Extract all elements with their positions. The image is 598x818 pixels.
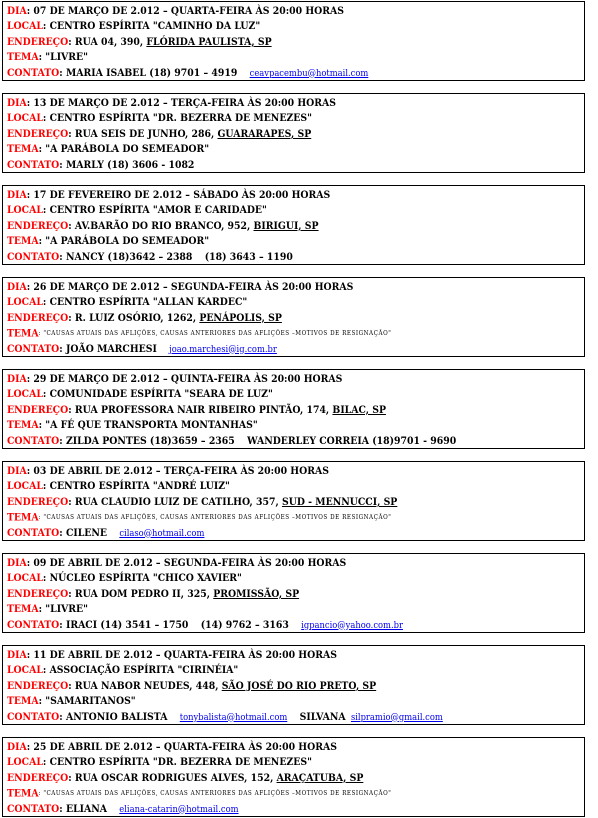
- event-theme-row: [7, 418, 577, 433]
- event-address-row: [7, 771, 577, 786]
- contact-value: : IRACI (14) 3541 – 1750: [59, 618, 189, 631]
- event-contact-row: [7, 250, 577, 265]
- event-card: [2, 1, 585, 81]
- event-location-row: [7, 111, 577, 126]
- event-theme-row: [7, 50, 577, 65]
- theme-label: TEMA: [7, 143, 39, 156]
- location-label: LOCAL: [7, 204, 43, 217]
- date-label: DIA: [7, 557, 27, 569]
- event-contact-row: [7, 434, 577, 449]
- date-value: : 17 DE FEVEREIRO DE 2.012 – SÁBADO ÀS 20:00 HORAS: [26, 189, 331, 201]
- event-theme-row: [7, 510, 577, 525]
- address-city: BIRIGUI, SP: [253, 219, 319, 232]
- location-label: LOCAL: [7, 112, 43, 125]
- date-label: DIA: [7, 97, 27, 109]
- address-city: FLÓRIDA PAULISTA, SP: [146, 35, 272, 48]
- address-value: : AV.BARÃO DO RIO BRANCO, 952,: [68, 219, 254, 232]
- date-value: : 07 DE MARÇO DE 2.012 – QUARTA-FEIRA ÀS 20:00 HORAS: [26, 5, 345, 17]
- contact-value: : ANTONIO BALISTA: [59, 710, 168, 723]
- event-contact-row: [7, 802, 577, 817]
- event-theme-row: [7, 694, 577, 709]
- address-city: SUD - MENNUCCI, SP: [281, 495, 398, 508]
- address-value: : RUA 04, 390,: [68, 35, 147, 48]
- contact-label: CONTATO: [7, 250, 60, 263]
- address-label: ENDEREÇO: [7, 587, 69, 600]
- event-location-row: [7, 755, 577, 770]
- event-address-row: [7, 35, 577, 50]
- event-location-row: [7, 19, 577, 34]
- location-label: LOCAL: [7, 388, 43, 401]
- event-address-row: [7, 127, 577, 142]
- event-date-row: [7, 740, 577, 755]
- event-card: [2, 645, 585, 725]
- event-card: [2, 553, 585, 633]
- location-value: : CENTRO ESPÍRITA "DR. BEZERRA DE MENEZES": [42, 756, 312, 769]
- date-label: DIA: [7, 465, 27, 477]
- event-contact-row: [7, 526, 577, 541]
- location-value: : CENTRO ESPÍRITA "CAMINHO DA LUZ": [42, 20, 261, 33]
- contact-label: CONTATO: [7, 618, 60, 631]
- date-label: DIA: [7, 649, 27, 661]
- event-address-row: [7, 587, 577, 602]
- date-label: DIA: [7, 373, 27, 385]
- theme-label: TEMA: [7, 695, 39, 708]
- contact-label: CONTATO: [7, 526, 60, 539]
- location-value: : ASSOCIAÇÃO ESPÍRITA "CIRINÉIA": [42, 664, 239, 677]
- event-address-row: [7, 219, 577, 234]
- address-city: ARAÇATUBA, SP: [276, 771, 364, 784]
- event-date-row: [7, 464, 577, 479]
- event-location-row: [7, 571, 577, 586]
- event-card: [2, 737, 585, 817]
- address-label: ENDEREÇO: [7, 771, 69, 784]
- theme-label: TEMA: [7, 511, 39, 524]
- event-theme-row: [7, 602, 577, 617]
- contact-value-secondary: (14) 9762 – 3163: [200, 618, 289, 631]
- event-location-row: [7, 479, 577, 494]
- address-label: ENDEREÇO: [7, 403, 69, 416]
- theme-value: : "A PARÁBOLA DO SEMEADOR": [38, 235, 210, 248]
- contact-label: CONTATO: [7, 342, 60, 355]
- location-label: LOCAL: [7, 296, 43, 309]
- address-value: : RUA OSCAR RODRIGUES ALVES, 152,: [68, 771, 277, 784]
- address-label: ENDEREÇO: [7, 127, 69, 140]
- event-contact-row: [7, 710, 577, 725]
- date-label: DIA: [7, 741, 27, 753]
- date-value: : 13 DE MARÇO DE 2.012 – TERÇA-FEIRA ÀS 20:00 HORAS: [26, 97, 337, 109]
- event-location-row: [7, 387, 577, 402]
- date-value: : 26 DE MARÇO DE 2.012 – SEGUNDA-FEIRA ÀS 20:00 HORAS: [26, 281, 354, 293]
- contact-email-link[interactable]: ceavpacembu@hotmail.com: [249, 67, 369, 79]
- theme-value: : "CAUSAS ATUAIS DAS AFLIÇÕES, CAUSAS ANTERIORES DAS AFLIÇÕES –MOTIVOS DE RESIGNAÇÃO": [38, 329, 392, 338]
- address-value: : R. LUIZ OSÓRIO, 1262,: [68, 311, 200, 324]
- event-address-row: [7, 403, 577, 418]
- theme-label: TEMA: [7, 235, 39, 248]
- contact-value: : JOÃO MARCHESI: [59, 342, 157, 355]
- event-date-row: [7, 4, 577, 19]
- contact-value: : ZILDA PONTES (18)3659 – 2365: [59, 434, 235, 447]
- address-label: ENDEREÇO: [7, 219, 69, 232]
- location-value: : CENTRO ESPÍRITA "AMOR E CARIDADE": [42, 204, 267, 217]
- location-value: : CENTRO ESPÍRITA "ANDRÉ LUIZ": [42, 480, 230, 493]
- address-value: : RUA SEIS DE JUNHO, 286,: [68, 127, 218, 140]
- contact-value-secondary: (18) 3643 – 1190: [204, 250, 293, 263]
- location-label: LOCAL: [7, 480, 43, 493]
- contact-label: CONTATO: [7, 710, 60, 723]
- theme-value: : "CAUSAS ATUAIS DAS AFLIÇÕES, CAUSAS ANTERIORES DAS AFLIÇÕES –MOTIVOS DE RESIGNAÇÃO": [38, 789, 392, 798]
- date-value: : 11 DE ABRIL DE 2.012 – QUARTA-FEIRA ÀS 20:00 HORAS: [26, 649, 337, 661]
- event-address-row: [7, 495, 577, 510]
- location-label: LOCAL: [7, 20, 43, 33]
- theme-value: : "SAMARITANOS": [38, 695, 136, 708]
- address-city: PROMISSÃO, SP: [213, 587, 300, 600]
- contact-email-link[interactable]: joao.marchesi@ig.com.br: [169, 343, 277, 355]
- contact-email-link[interactable]: cilaso@hotmail.com: [119, 527, 205, 539]
- event-card: [2, 369, 585, 449]
- theme-value: : "A FÉ QUE TRANSPORTA MONTANHAS": [38, 419, 258, 432]
- theme-value: : "CAUSAS ATUAIS DAS AFLIÇÕES, CAUSAS ANTERIORES DAS AFLIÇÕES –MOTIVOS DE RESIGNAÇÃO": [38, 513, 392, 522]
- location-value: : CENTRO ESPÍRITA "DR. BEZERRA DE MENEZES": [42, 112, 312, 125]
- date-value: : 25 DE ABRIL DE 2.012 – QUARTA-FEIRA ÀS 20:00 HORAS: [26, 741, 337, 753]
- contact-email-link-secondary[interactable]: silpramio@gmail.com: [350, 711, 443, 723]
- location-value: : COMUNIDADE ESPÍRITA "SEARA DE LUZ": [42, 388, 273, 401]
- contact-value: : CILENE: [59, 526, 108, 539]
- address-city: GUARARAPES, SP: [217, 127, 312, 140]
- contact-value: : NANCY (18)3642 – 2388: [59, 250, 193, 263]
- address-label: ENDEREÇO: [7, 35, 69, 48]
- theme-label: TEMA: [7, 603, 39, 616]
- date-label: DIA: [7, 189, 27, 201]
- address-value: : RUA NABOR NEUDES, 448,: [68, 679, 222, 692]
- event-contact-row: [7, 618, 577, 633]
- theme-value: : "LIVRE": [38, 51, 89, 64]
- contact-label: CONTATO: [7, 802, 60, 815]
- address-value: : RUA DOM PEDRO II, 325,: [68, 587, 214, 600]
- date-label: DIA: [7, 281, 27, 293]
- location-value: : NÚCLEO ESPÍRITA "CHICO XAVIER": [42, 572, 242, 585]
- contact-label: CONTATO: [7, 66, 60, 79]
- contact-email-link[interactable]: igpancio@yahoo.com.br: [301, 619, 403, 631]
- contact-email-link[interactable]: tonybalista@hotmail.com: [179, 711, 288, 723]
- address-city: BILAC, SP: [332, 403, 386, 416]
- event-theme-row: [7, 142, 577, 157]
- event-date-row: [7, 188, 577, 203]
- event-address-row: [7, 311, 577, 326]
- contact-value-secondary: SILVANA: [299, 710, 346, 723]
- event-card: [2, 277, 585, 357]
- theme-label: TEMA: [7, 787, 39, 800]
- event-theme-row: [7, 326, 577, 341]
- event-card: [2, 185, 585, 265]
- contact-value: : ELIANA: [59, 802, 107, 815]
- contact-label: CONTATO: [7, 434, 60, 447]
- event-date-row: [7, 556, 577, 571]
- event-address-row: [7, 679, 577, 694]
- theme-label: TEMA: [7, 51, 39, 64]
- theme-value: : "A PARÁBOLA DO SEMEADOR": [38, 143, 210, 156]
- location-label: LOCAL: [7, 664, 43, 677]
- location-label: LOCAL: [7, 756, 43, 769]
- event-date-row: [7, 648, 577, 663]
- address-value: : RUA CLAUDIO LUIZ DE CATILHO, 357,: [68, 495, 282, 508]
- event-card: [2, 461, 585, 541]
- address-city: SÃO JOSÉ DO RIO PRETO, SP: [221, 679, 377, 692]
- event-location-row: [7, 295, 577, 310]
- address-label: ENDEREÇO: [7, 311, 69, 324]
- event-contact-row: [7, 342, 577, 357]
- date-value: : 09 DE ABRIL DE 2.012 – SEGUNDA-FEIRA ÀS 20:00 HORAS: [26, 557, 347, 569]
- date-label: DIA: [7, 5, 27, 17]
- address-city: PENÁPOLIS, SP: [199, 311, 282, 324]
- event-date-row: [7, 280, 577, 295]
- theme-label: TEMA: [7, 419, 39, 432]
- theme-value: : "LIVRE": [38, 603, 89, 616]
- address-label: ENDEREÇO: [7, 495, 69, 508]
- contact-email-link[interactable]: eliana-catarin@hotmail.com: [119, 803, 239, 815]
- event-contact-row: [7, 158, 577, 173]
- address-label: ENDEREÇO: [7, 679, 69, 692]
- location-value: : CENTRO ESPÍRITA "ALLAN KARDEC": [42, 296, 248, 309]
- event-theme-row: [7, 234, 577, 249]
- contact-label: CONTATO: [7, 158, 60, 171]
- contact-value-secondary: WANDERLEY CORREIA (18)9701 - 9690: [247, 434, 457, 447]
- event-card: [2, 93, 585, 173]
- event-theme-row: [7, 786, 577, 801]
- address-value: : RUA PROFESSORA NAIR RIBEIRO PINTÃO, 174,: [68, 403, 333, 416]
- date-value: : 03 DE ABRIL DE 2.012 – TERÇA-FEIRA ÀS 20:00 HORAS: [26, 465, 329, 477]
- event-contact-row: [7, 66, 577, 81]
- contact-value: : MARLY (18) 3606 - 1082: [59, 158, 195, 171]
- event-date-row: [7, 96, 577, 111]
- date-value: : 29 DE MARÇO DE 2.012 – QUINTA-FEIRA ÀS 20:00 HORAS: [26, 373, 343, 385]
- event-location-row: [7, 663, 577, 678]
- theme-label: TEMA: [7, 327, 39, 340]
- event-location-row: [7, 203, 577, 218]
- location-label: LOCAL: [7, 572, 43, 585]
- event-date-row: [7, 372, 577, 387]
- contact-value: : MARIA ISABEL (18) 9701 – 4919: [59, 66, 238, 79]
